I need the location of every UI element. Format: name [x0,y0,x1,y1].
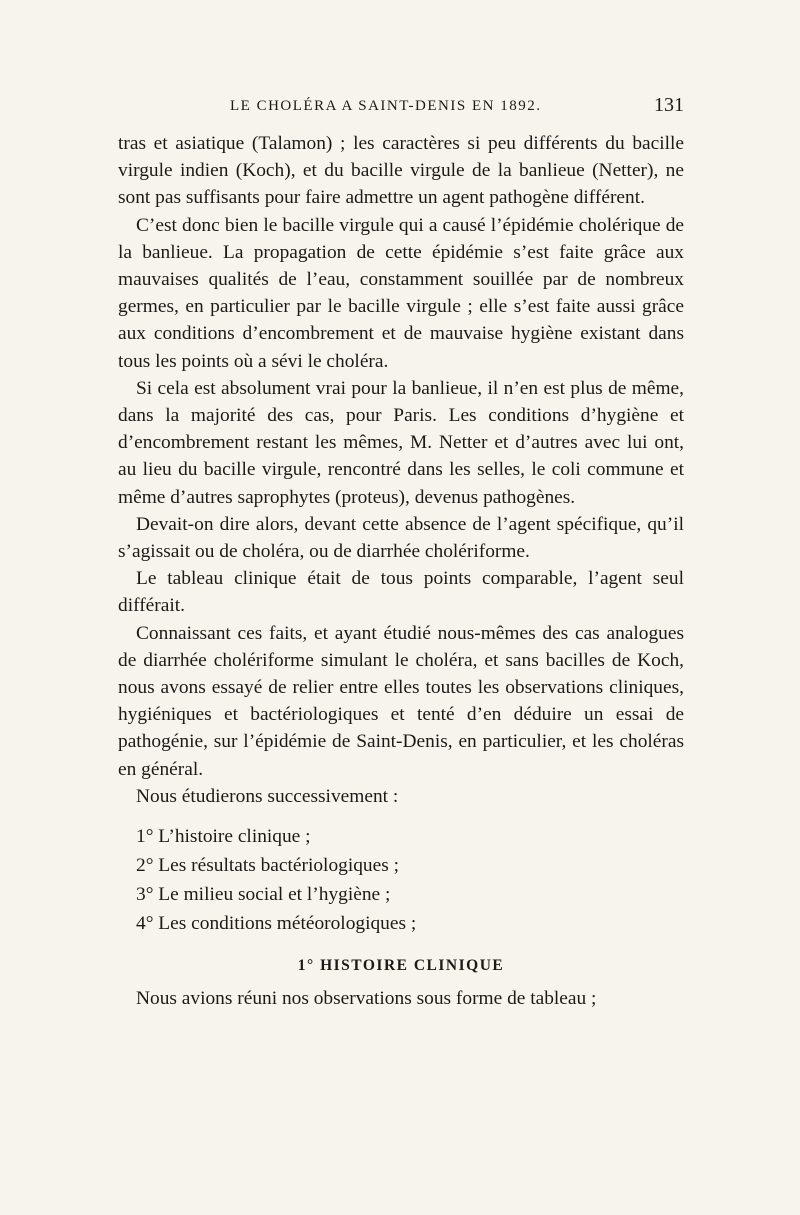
list-item: 1° L’histoire clinique ; [136,826,311,848]
paragraph: C’est donc bien le bacille virgule qui a causé l’épidémie cholérique de la banlieue. La propagation de cette épidémie s’est faite grâce aux mauvaises qualités de l’eau, constamment souillée par de nombreux germes, en particulier par le bacille virgule ; elle s’est faite aussi grâce aux conditions d’encombrement et de mauvaise hygiène existant dans tous les points où a sévi le choléra. [118,214,684,372]
paragraph: Devait-on dire alors, devant cette absence de l’agent spécifique, qu’il s’agissait ou de choléra, ou de diarrhée cholériforme. [118,513,684,563]
paragraph: Si cela est absolument vrai pour la banlieue, il n’en est plus de même, dans la majorité des cas, pour Paris. Les conditions d’hygiène et d’encombrement restant les mêmes, M. Netter et d’autres avec lui ont, au lieu du bacille virgule, rencontré dans les selles, le coli commune et même d’autres saprophytes (proteus), devenus pathogènes. [118,377,684,508]
paragraph: tras et asiatique (Talamon) ; les caractères si peu différents du bacille virgule indien (Koch), et du bacille virgule de la banlieue (Netter), ne sont pas suffisants pour faire admettre un agent pathogène différent. [118,133,684,209]
running-header [118,94,684,124]
section-heading: 1° HISTOIRE CLINIQUE [297,957,505,975]
list-item: 4° Les conditions météorologiques ; [136,913,417,935]
list-item: 3° Le milieu social et l’hygiène ; [136,884,391,906]
topic-list [118,822,684,938]
page-number: 131 [654,94,684,116]
running-title: LE CHOLÉRA A SAINT-DENIS EN 1892. [230,98,542,114]
list-item: 2° Les résultats bactériologiques ; [136,855,399,877]
body-text [118,130,684,1012]
paragraph: Nous avions réuni nos observations sous forme de tableau ; [136,988,597,1010]
paragraph: Le tableau clinique était de tous points comparable, l’agent seul différait. [118,568,684,617]
paragraph: Connaissant ces faits, et ayant étudié nous-mêmes des cas analogues de diarrhée cholériforme simulant le choléra, et sans bacilles de Koch, nous avons essayé de relier entre elles toutes les observations cliniques, hygiéniques et bactériologiques et tenté d’en déduire un essai de pathogénie, sur l’épidémie de Saint-Denis, en particulier, et les choléras en général. [118,622,684,780]
paragraph: Nous étudierons successivement : [136,785,399,807]
